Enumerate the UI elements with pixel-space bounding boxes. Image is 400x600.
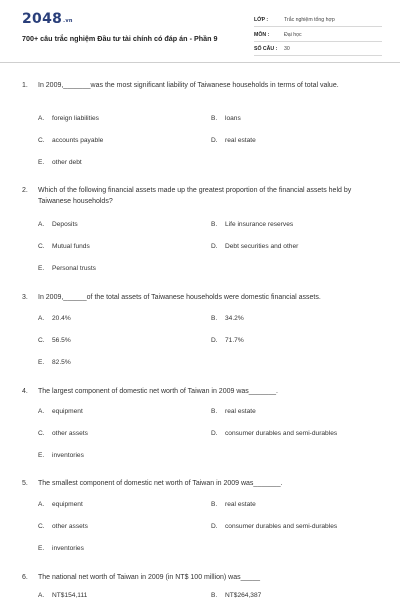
option-b[interactable]: B. real estate [211,408,256,415]
option-d[interactable]: D. Debt securities and other [211,243,299,250]
site-logo[interactable] [22,11,73,27]
question-number: 3. [22,294,28,301]
meta-subject-row [254,29,382,42]
question-text: The national net worth of Taiwan in 2009 (in NT$ 100 million) was_____ [38,574,261,581]
option-b[interactable]: B. 34.2% [211,315,244,322]
question-number: 5. [22,480,28,487]
option-e[interactable]: E. inventories [38,545,84,552]
option-d[interactable]: D. consumer durables and semi-durables [211,430,338,437]
meta-class-row [254,14,382,27]
option-c[interactable]: C. accounts payable [38,137,104,144]
question-text: The smallest component of domestic net worth of Taiwan in 2009 was_______. [38,480,283,487]
question-number: 6. [22,574,28,581]
logo-suffix: .vn [63,18,73,24]
option-d[interactable]: D. consumer durables and semi-durables [211,523,338,530]
question-text: The largest component of domestic net worth of Taiwan in 2009 was_______. [38,388,278,395]
question-text: Which of the following financial assets made up the greatest proportion of the financial assets held by Taiwanese households? [38,187,352,205]
option-d[interactable]: D. 71.7% [211,337,244,344]
option-c[interactable]: C. other assets [38,523,88,530]
question-text: In 2009,_______was the most significant liability of Taiwanese households in terms of total value. [38,82,339,89]
question-number: 4. [22,388,28,395]
option-a[interactable]: A. equipment [38,408,83,415]
option-e[interactable]: E. inventories [38,452,84,459]
option-b[interactable]: B. NT$264,387 [211,592,262,599]
question-text: In 2009,______of the total assets of Taiwanese households were domestic financial assets. [38,294,321,301]
option-e[interactable]: E. 82.5% [38,359,71,366]
meta-class-label: LỚP : [254,17,269,23]
option-a[interactable]: A. equipment [38,501,83,508]
meta-subject-label: MÔN : [254,32,270,38]
question-number: 1. [22,82,28,89]
option-b[interactable]: B. real estate [211,501,256,508]
option-a[interactable]: A. Deposits [38,221,78,228]
option-a[interactable]: A. foreign liabilities [38,115,99,122]
option-b[interactable]: B. Life insurance reserves [211,221,294,228]
option-c[interactable]: C. 56.5% [38,337,71,344]
meta-count-value: 30 [284,46,290,52]
option-e[interactable]: E. Personal trusts [38,265,96,272]
option-a[interactable]: A. 20.4% [38,315,71,322]
option-d[interactable]: D. real estate [211,137,256,144]
question-number: 2. [22,187,28,194]
option-c[interactable]: C. other assets [38,430,88,437]
meta-class-value: Trắc nghiệm tổng hợp [284,17,335,23]
option-e[interactable]: E. other debt [38,159,82,166]
meta-count-label: SỐ CÂU : [254,46,278,52]
option-c[interactable]: C. Mutual funds [38,243,90,250]
logo-text: 2048 [22,11,63,27]
meta-subject-value: Đại học [284,32,302,38]
document-title: 700+ câu trắc nghiệm Đầu tư tài chính có đáp án - Phần 9 [22,34,218,43]
page-header [0,0,400,63]
meta-count-row [254,43,382,56]
option-a[interactable]: A. NT$154,111 [38,592,88,599]
option-b[interactable]: B. loans [211,115,241,122]
